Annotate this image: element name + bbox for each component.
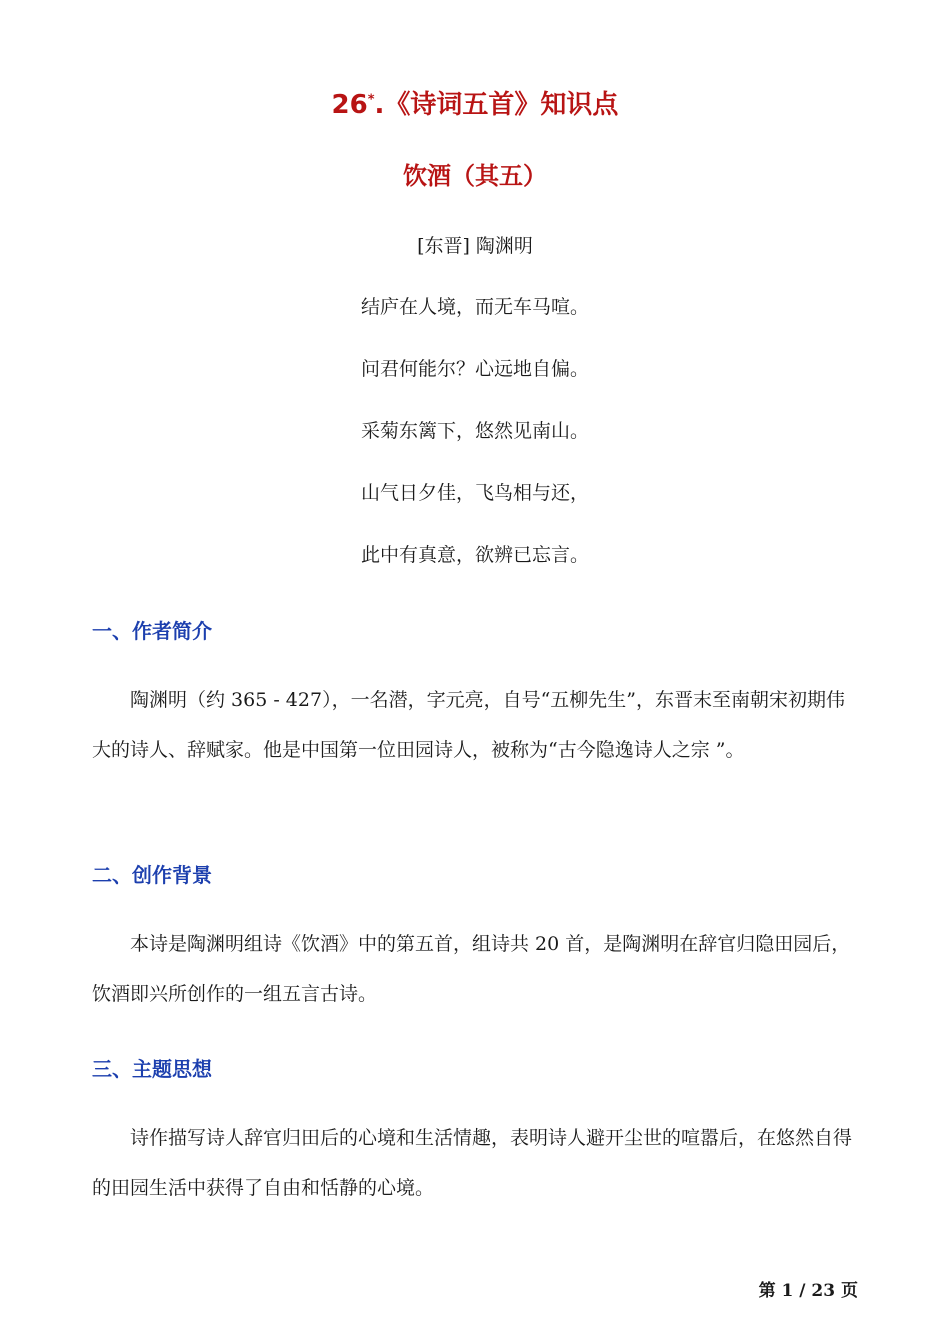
page-title [0, 84, 950, 121]
section-heading-author: 一、作者简介 [92, 619, 212, 643]
poem-line: 采菊东篱下，悠然见南山。 [360, 420, 589, 442]
section-body-author: 陶渊明（约 365 - 427），一名潜，字元亮，自号“五柳先生”，东晋末至南朝宋初期伟大的诗人、辞赋家。他是中国第一位田园诗人，被称为“古今隐逸诗人之宗 ”。 [92, 689, 845, 761]
section-body-theme: 诗作描写诗人辞官归田后的心境和生活情趣，表明诗人避开尘世的喧嚣后，在悠然自得的田园生活中获得了自由和恬静的心境。 [92, 1127, 853, 1199]
poem-line: 山气日夕佳，飞鸟相与还， [360, 482, 589, 504]
title-text: .《诗词五首》知识点 [374, 90, 619, 120]
poem-line: 结庐在人境，而无车马喧。 [360, 296, 589, 318]
title-number: 26 [331, 90, 368, 120]
section-heading-background: 二、创作背景 [92, 863, 212, 887]
section-heading-theme: 三、主题思想 [92, 1057, 212, 1081]
poem-body [0, 293, 950, 603]
section-body-background: 本诗是陶渊明组诗《饮酒》中的第五首，组诗共 20 首，是陶渊明在辞官归隐田园后，饮酒即兴所创作的一组五言古诗。 [92, 933, 851, 1005]
poem-author: [东晋] 陶渊明 [417, 235, 533, 257]
page-number: 第 1 / 23 页 [758, 1281, 858, 1301]
poem-line: 此中有真意，欲辨已忘言。 [360, 544, 589, 566]
title-mark: * [367, 92, 375, 108]
poem-title: 饮酒（其五） [403, 162, 547, 190]
poem-line: 问君何能尔？心远地自偏。 [360, 358, 589, 380]
